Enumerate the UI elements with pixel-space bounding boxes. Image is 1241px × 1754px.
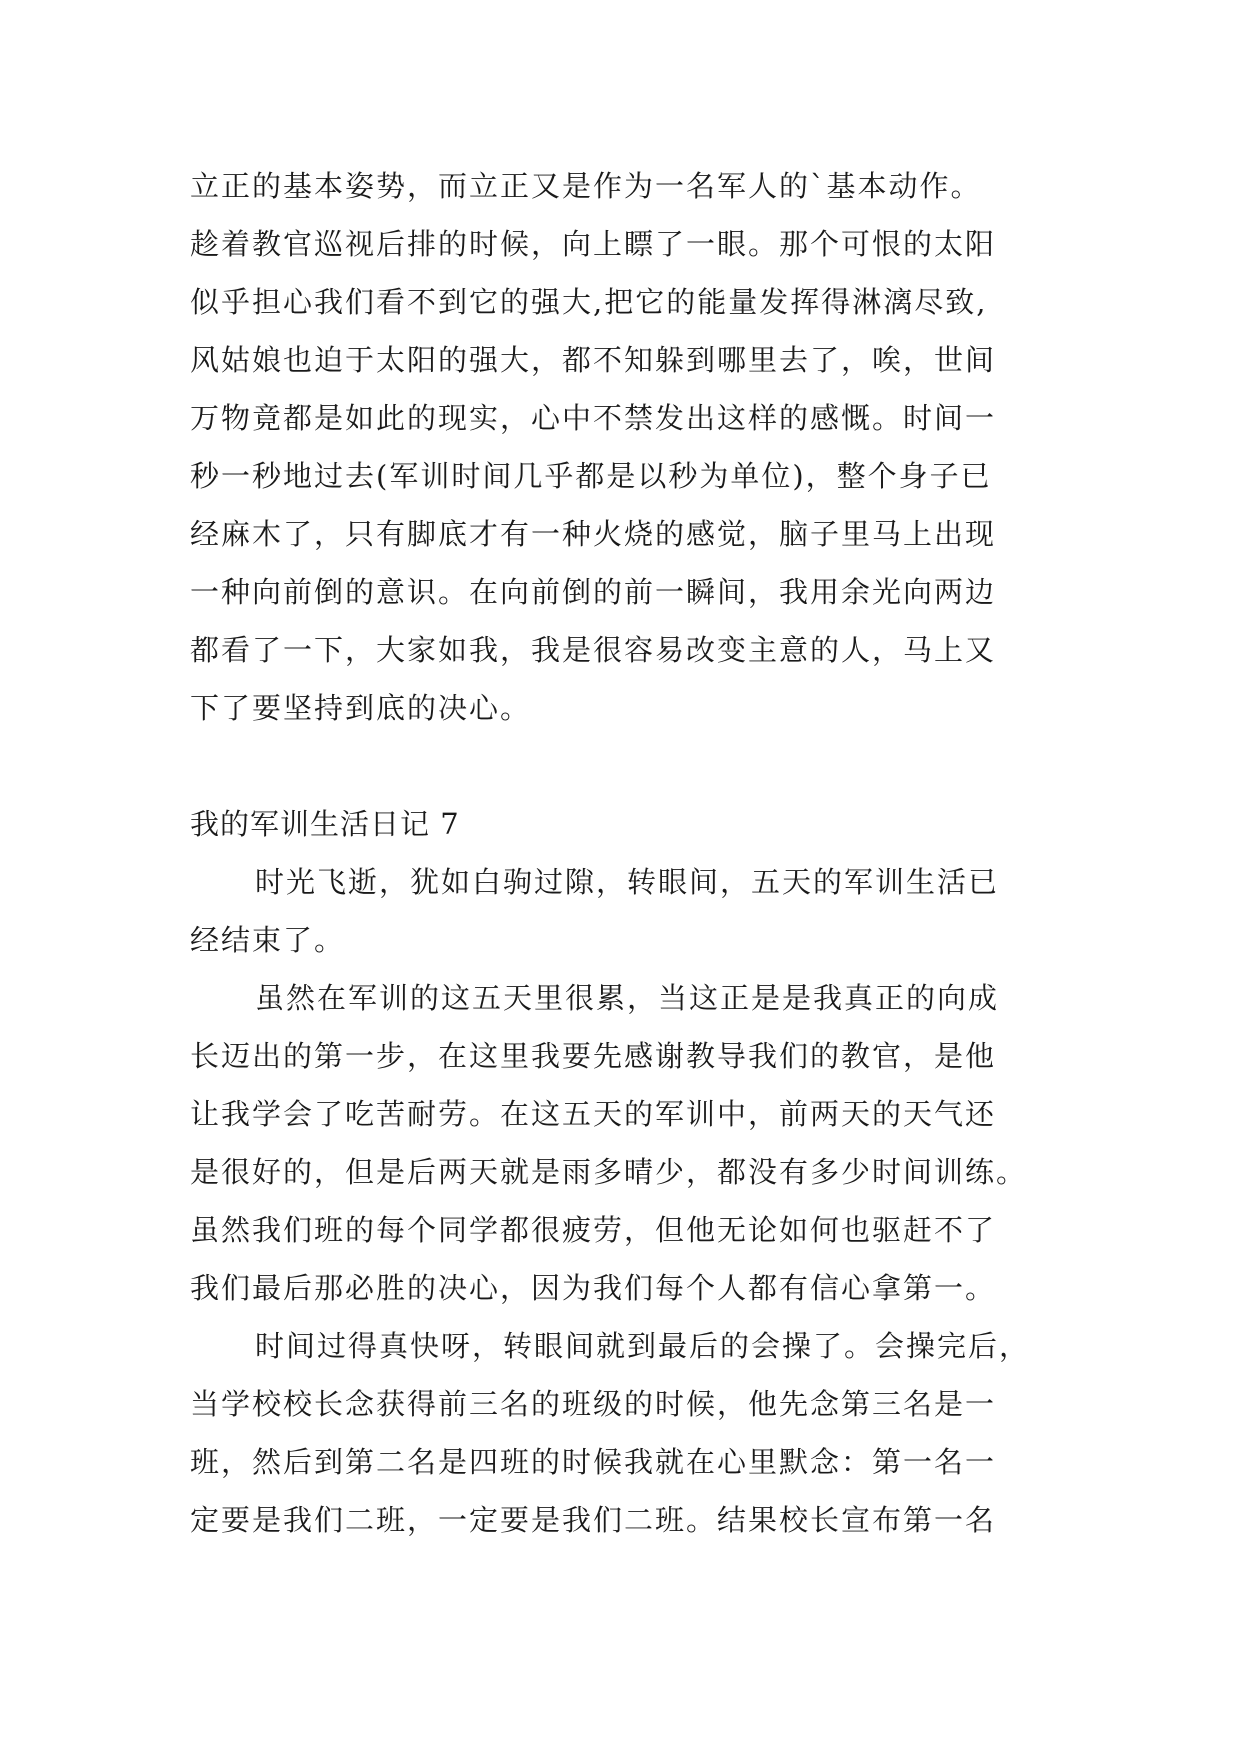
paragraph-line: 经结束了。 <box>190 923 346 957</box>
text-line: 立正的基本姿势，而立正又是作为一名军人的`基本动作。 <box>190 169 982 203</box>
paragraph-line: 是很好的，但是后两天就是雨多晴少，都没有多少时间训练。 <box>190 1155 1028 1189</box>
paragraph-line: 当学校校长念获得前三名的班级的时候，他先念第三名是一 <box>190 1387 997 1421</box>
paragraph-line: 定要是我们二班，一定要是我们二班。结果校长宣布第一名 <box>190 1503 997 1537</box>
text-line: 风姑娘也迫于太阳的强大，都不知躲到哪里去了，唉，世间 <box>190 343 997 377</box>
section-title: 我的军训生活日记 7 <box>190 807 460 841</box>
text-line: 趁着教官巡视后排的时候，向上瞟了一眼。那个可恨的太阳 <box>190 227 997 261</box>
paragraph-line: 时光飞逝，犹如白驹过隙，转眼间，五天的军训生活已 <box>255 865 1000 899</box>
text-line: 似乎担心我们看不到它的强大,把它的能量发挥得淋漓尽致, <box>190 285 988 319</box>
paragraph-line: 我们最后那必胜的决心，因为我们每个人都有信心拿第一。 <box>190 1271 997 1305</box>
text-line: 都看了一下，大家如我，我是很容易改变主意的人，马上又 <box>190 633 997 667</box>
paragraph-line: 时间过得真快呀，转眼间就到最后的会操了。会操完后， <box>255 1329 1031 1363</box>
text-line: 一种向前倒的意识。在向前倒的前一瞬间，我用余光向两边 <box>190 575 997 609</box>
text-line: 秒一秒地过去(军训时间几乎都是以秒为单位)，整个身子已 <box>190 459 992 493</box>
paragraph-line: 让我学会了吃苦耐劳。在这五天的军训中，前两天的天气还 <box>190 1097 997 1131</box>
paragraph-line: 班，然后到第二名是四班的时候我就在心里默念：第一名一 <box>190 1445 997 1479</box>
paragraph-line: 长迈出的第一步，在这里我要先感谢教导我们的教官，是他 <box>190 1039 997 1073</box>
paragraph-line: 虽然在军训的这五天里很累，当这正是是我真正的向成 <box>255 981 1000 1015</box>
text-line: 经麻木了，只有脚底才有一种火烧的感觉，脑子里马上出现 <box>190 517 997 551</box>
text-line: 下了要坚持到底的决心。 <box>190 691 532 725</box>
paragraph-line: 虽然我们班的每个同学都很疲劳，但他无论如何也驱赶不了 <box>190 1213 997 1247</box>
text-line: 万物竟都是如此的现实，心中不禁发出这样的感慨。时间一 <box>190 401 997 435</box>
